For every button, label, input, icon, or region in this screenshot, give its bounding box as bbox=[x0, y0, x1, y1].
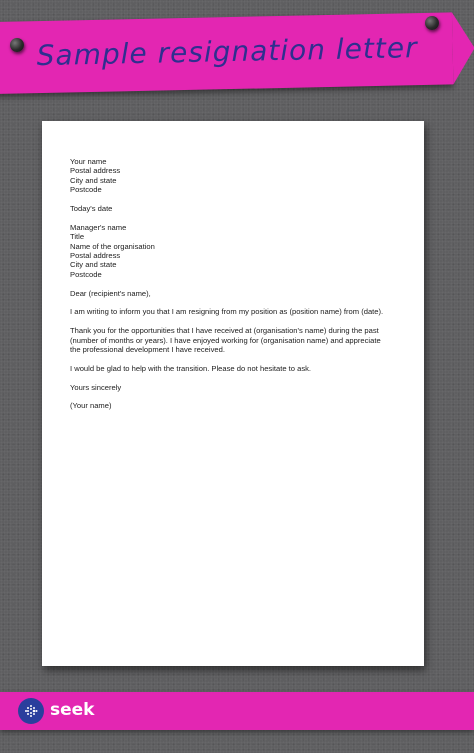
letter-date bbox=[70, 204, 400, 213]
recipient-line: City and state bbox=[70, 260, 117, 270]
banner-title: Sample resignation letter bbox=[36, 31, 418, 73]
title-banner bbox=[0, 12, 453, 94]
recipient-line: Manager's name bbox=[70, 222, 127, 232]
paragraph-2 bbox=[70, 326, 400, 354]
seek-brand-text[interactable]: seek bbox=[50, 700, 95, 720]
date-line: Today's date bbox=[70, 204, 113, 214]
push-pin-icon bbox=[425, 16, 439, 30]
recipient-line: Postcode bbox=[70, 269, 102, 279]
sender-line: City and state bbox=[70, 175, 117, 185]
closing: Yours sincerely bbox=[70, 382, 122, 392]
salutation: Dear (recipient's name), bbox=[70, 288, 151, 298]
recipient-line: Title bbox=[70, 232, 85, 242]
push-pin-icon bbox=[10, 38, 24, 52]
paragraph-1: I am writing to inform you that I am resigning from my position as (position name) from (date). bbox=[70, 307, 384, 317]
sender-line: Postal address bbox=[70, 166, 121, 176]
paragraph-2-line: (number of months or years). I have enjoyed working for (organisation name) and appreciate bbox=[70, 335, 381, 345]
paragraph-3: I would be glad to help with the transition. Please do not hesitate to ask. bbox=[70, 363, 312, 373]
sender-line: Postcode bbox=[70, 185, 102, 195]
signature: (Your name) bbox=[70, 401, 112, 411]
paragraph-2-line: the professional development I have received. bbox=[70, 345, 225, 355]
letter-body bbox=[70, 157, 400, 420]
paragraph-2-line: Thank you for the opportunities that I have received at (organisation's name) during the past bbox=[70, 326, 379, 336]
footer-banner bbox=[0, 692, 474, 730]
recipient-address bbox=[70, 223, 400, 279]
letter-paper bbox=[42, 121, 424, 666]
sender-line: Your name bbox=[70, 157, 107, 166]
seek-logo-icon[interactable] bbox=[18, 698, 44, 724]
sender-address bbox=[70, 157, 400, 195]
recipient-line: Postal address bbox=[70, 251, 121, 261]
recipient-line: Name of the organisation bbox=[70, 241, 155, 251]
